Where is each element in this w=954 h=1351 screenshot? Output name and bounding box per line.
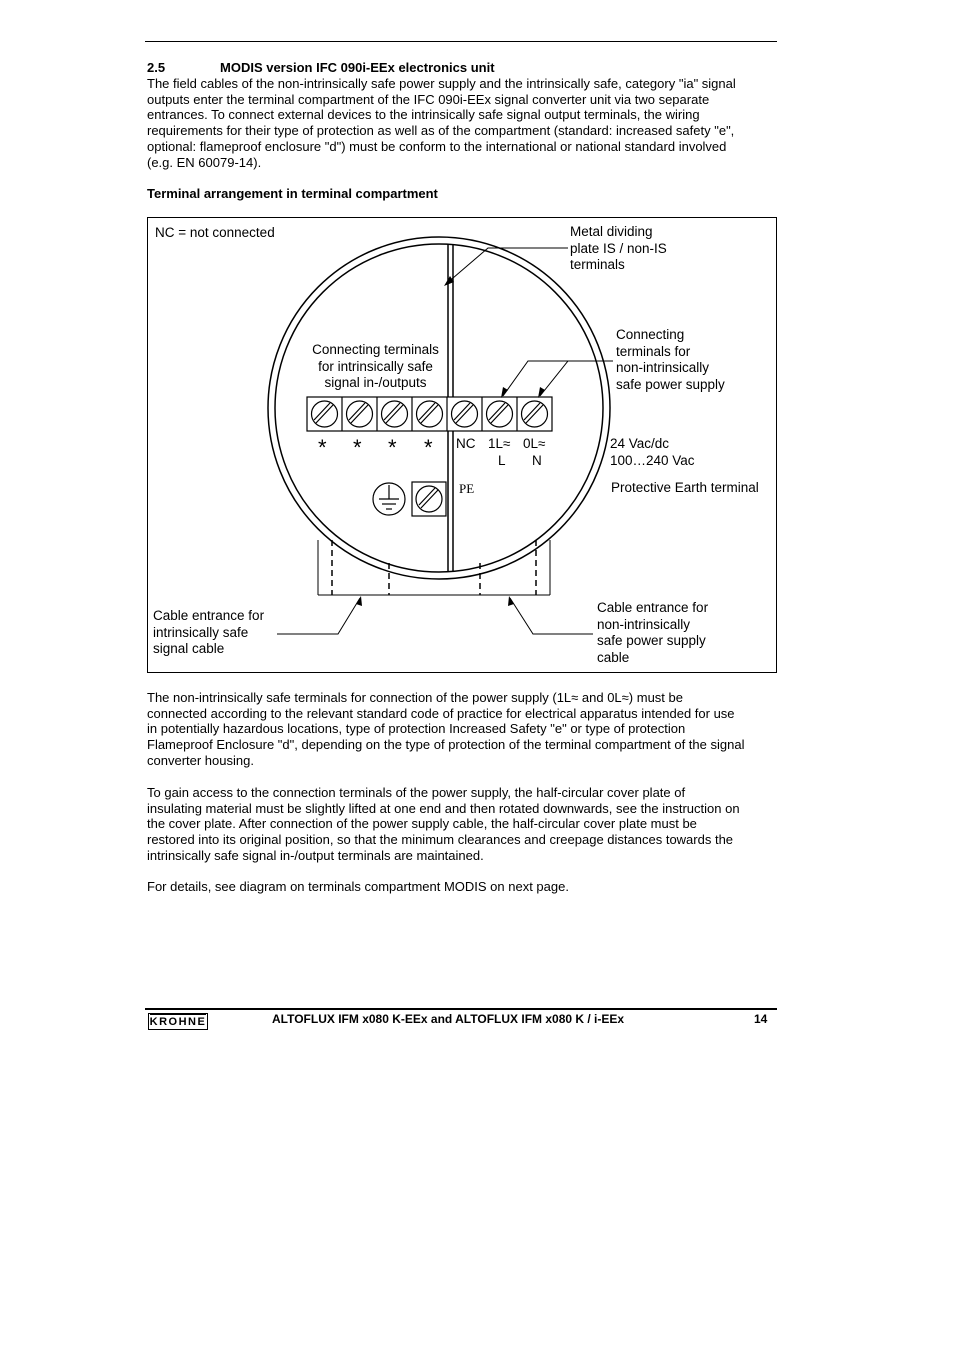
para3-line: restored into its original position, so that the minimum clearances and creepage distances towards the — [147, 832, 734, 848]
star-marker: * — [318, 435, 327, 460]
l-terminal-label: L — [498, 453, 506, 468]
para3-line: intrinsically safe signal in-/output terminals are maintained. — [147, 847, 484, 863]
metal-plate-line: terminals — [570, 257, 625, 272]
para2-line: Flameproof Enclosure "d", depending on the type of protection of the terminal compartment of the signal — [147, 737, 745, 753]
header-rule — [145, 41, 777, 42]
power-cable-entrance-label — [597, 600, 708, 666]
star-marker: * — [388, 435, 397, 460]
power-cable-line: safe power supply — [597, 633, 706, 648]
details-paragraph: For details, see diagram on terminals compartment MODIS on next page. — [147, 879, 569, 894]
terminal-diagram — [147, 217, 777, 673]
is-terminals-line: for intrinsically safe — [318, 358, 433, 374]
metal-plate-line: Metal dividing — [570, 224, 653, 239]
power-terminals-line: Connecting — [616, 327, 685, 342]
krohne-logo — [148, 1013, 208, 1030]
para2-line: in potentially hazardous locations, type of protection Increased Safety "e" or type of protection — [147, 721, 686, 737]
page-number: 14 — [754, 1012, 768, 1026]
l1-terminal-label: 1L≈ — [488, 436, 511, 451]
intro-line: The field cables of the non-intrinsically safe power supply and the intrinsically safe, category "ia" signal — [147, 76, 736, 91]
is-cable-line: Cable entrance for — [153, 608, 265, 623]
nc-note: NC = not connected — [155, 225, 275, 240]
power-terminals-line: non-intrinsically — [616, 360, 710, 375]
logo-text: KROHNE — [149, 1016, 207, 1028]
metal-plate-label — [570, 224, 667, 274]
is-terminals-line: signal in-/outputs — [324, 375, 427, 390]
pe-terminal-label: Protective Earth terminal — [611, 480, 759, 495]
power-terminals-line: terminals for — [616, 343, 691, 359]
power-cable-line: non-intrinsically — [597, 616, 691, 632]
power-terminals-paragraph — [147, 690, 744, 769]
intro-line: (e.g. EN 60079-14). — [147, 154, 262, 170]
power-terminals-label — [616, 327, 725, 393]
para2-line: converter housing. — [147, 752, 254, 768]
pe-terminal — [412, 482, 446, 516]
voltage-line: 24 Vac/dc — [610, 436, 670, 451]
footer-title: ALTOFLUX IFM x080 K-EEx and ALTOFLUX IFM x080 K / i-EEx — [272, 1012, 625, 1026]
pe-label: PE — [459, 481, 475, 496]
para3-line: the cover plate. After connection of the power supply cable, the half-circular cover plate must be — [147, 816, 697, 832]
is-terminals-label — [298, 342, 453, 392]
power-terminals-line: safe power supply — [616, 376, 725, 392]
star-marker: * — [353, 435, 362, 460]
is-cable-entrance-label — [153, 608, 264, 658]
n-terminal-label: N — [532, 453, 542, 468]
power-cable-line: cable — [597, 649, 630, 665]
section-number: 2.5 — [147, 60, 166, 75]
subheading: Terminal arrangement in terminal compartment — [147, 186, 438, 201]
intro-line: optional: flameproof enclosure "d") must be conform to the international or national standard involved — [147, 138, 727, 154]
voltage-line: 100…240 Vac — [610, 452, 695, 468]
star-marker: * — [424, 435, 433, 460]
is-cable-line: intrinsically safe — [153, 624, 249, 640]
para2-line: The non-intrinsically safe terminals for connection of the power supply (1L≈ and 0L≈) must be — [147, 690, 683, 705]
power-cable-line: Cable entrance for — [597, 600, 709, 615]
is-cable-line: signal cable — [153, 641, 225, 656]
para3-line: insulating material must be slightly lifted at one end and then rotated downwards, see the instruction on — [147, 800, 740, 816]
section-heading — [147, 60, 777, 76]
section-title: MODIS version IFC 090i-EEx electronics unit — [220, 60, 495, 75]
l0-terminal-label: 0L≈ — [523, 436, 546, 451]
para3-line: To gain access to the connection terminals of the power supply, the half-circular cover plate of — [147, 785, 686, 800]
metal-plate-line: plate IS / non-IS — [570, 240, 667, 256]
intro-line: outputs enter the terminal compartment of the IFC 090i-EEx signal converter unit via two separate — [147, 91, 710, 107]
para2-line: connected according to the relevant standard code of practice for electrical apparatus intended for use — [147, 705, 735, 721]
intro-paragraph — [147, 76, 736, 170]
voltage-label — [610, 436, 695, 469]
nc-terminal-label: NC — [456, 436, 476, 451]
intro-line: entrances. To connect external devices to the intrinsically safe signal output terminals, the wiring — [147, 107, 700, 123]
is-terminals-line: Connecting terminals — [312, 342, 439, 357]
footer-rule — [145, 1008, 777, 1010]
intro-line: requirements for their type of protection as well as of the compartment (standard: increased safety "e", — [147, 123, 735, 139]
cover-plate-paragraph — [147, 785, 740, 864]
